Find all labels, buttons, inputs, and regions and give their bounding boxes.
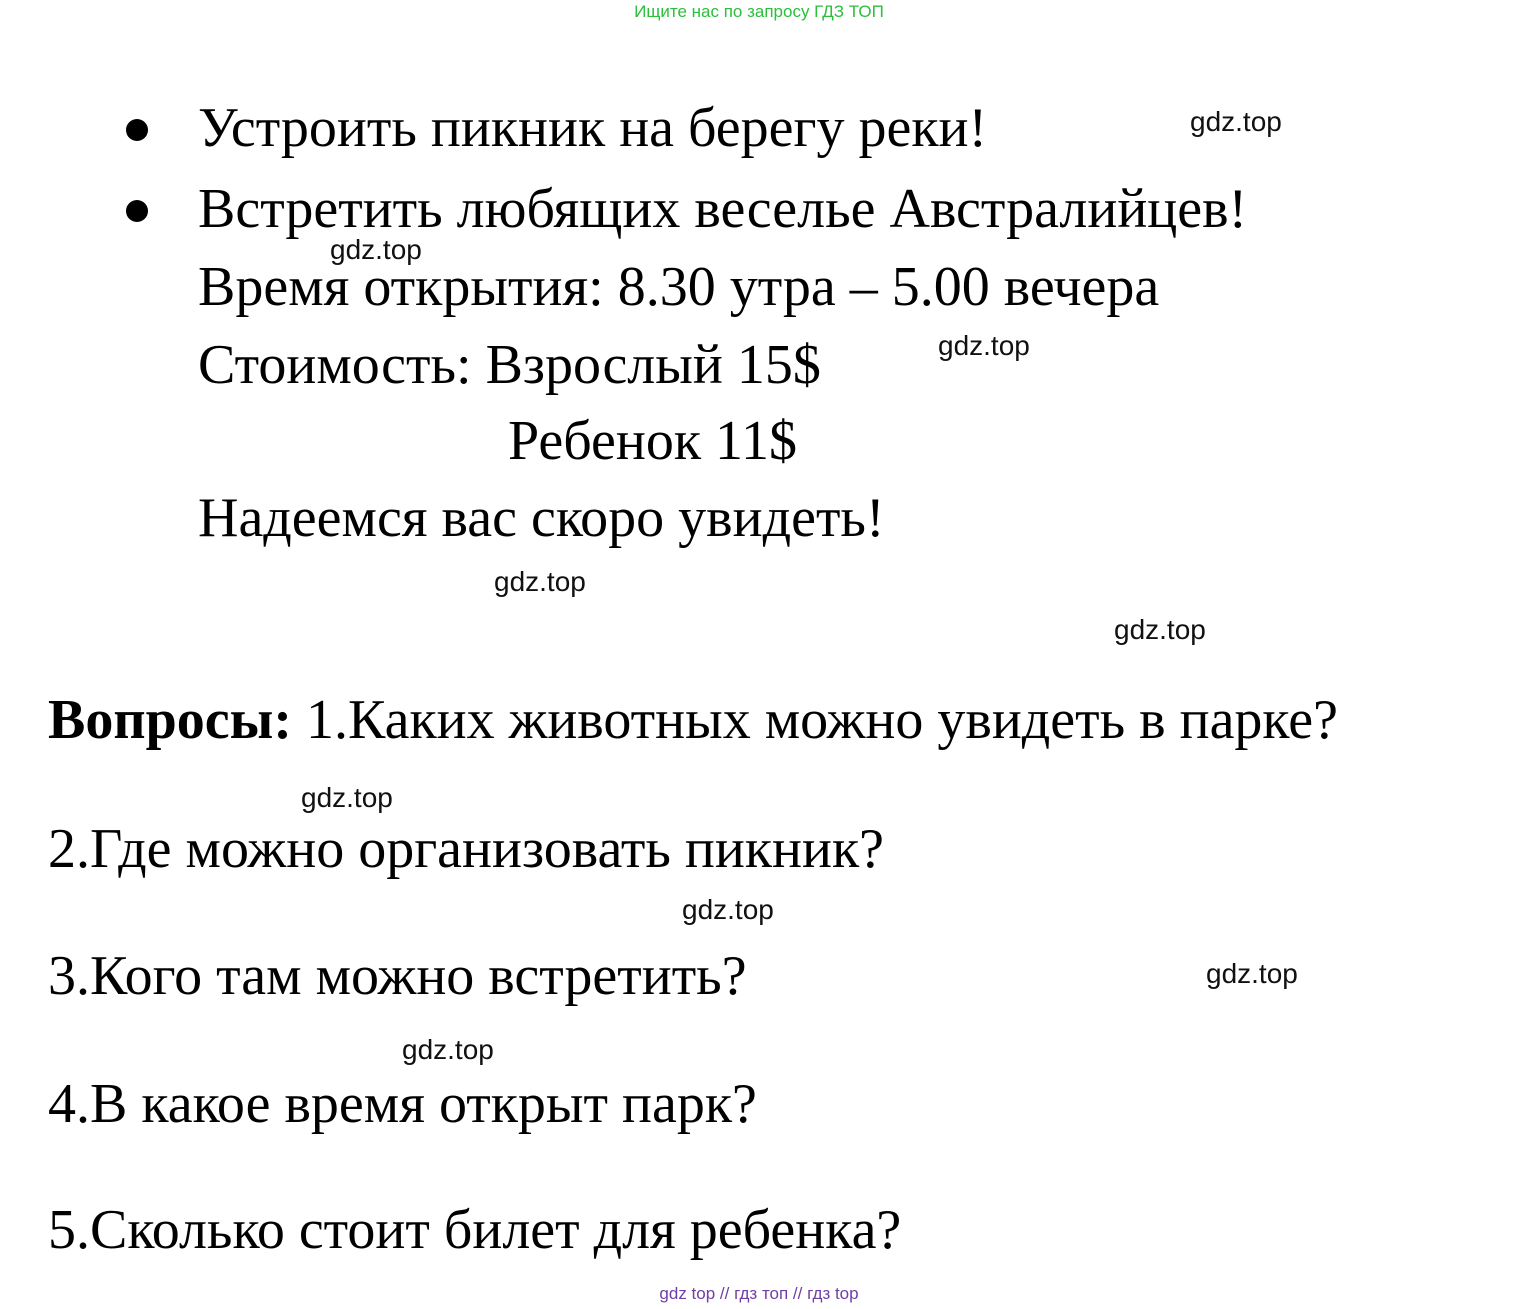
search-hint-banner: Ищите нас по запросу ГДЗ ТОП (634, 2, 884, 21)
closing-line: Надеемся вас скоро увидеть! (198, 487, 885, 549)
bullet-item-meet-australians: Встретить любящих веселье Австралийцев! (198, 178, 1248, 240)
watermark: gdz.top (402, 1034, 494, 1065)
bullet-item-picnic: Устроить пикник на берегу реки! (198, 97, 988, 159)
price-adult: Стоимость: Взрослый 15$ (198, 334, 821, 396)
question-5: 5.Сколько стоит билет для ребенка? (48, 1199, 902, 1261)
question-1: 1.Каких животных можно увидеть в парке? (306, 689, 1338, 751)
watermark: gdz.top (330, 234, 422, 265)
bullet-dot (126, 200, 148, 222)
question-3: 3.Кого там можно встретить? (48, 945, 747, 1007)
watermark: gdz.top (494, 566, 586, 597)
question-2: 2.Где можно организовать пикник? (48, 818, 885, 880)
watermark: gdz.top (682, 894, 774, 925)
opening-hours: Время открытия: 8.30 утра – 5.00 вечера (198, 256, 1160, 318)
watermark: gdz.top (1190, 106, 1282, 137)
question-1-line (48, 689, 1338, 751)
watermark: gdz.top (301, 782, 393, 813)
watermark: gdz.top (1114, 614, 1206, 645)
watermark: gdz.top (938, 330, 1030, 361)
questions-heading: Вопросы: (48, 689, 292, 751)
watermark: gdz.top (1206, 958, 1298, 989)
footer-watermark: gdz top // гдз топ // гдз top (659, 1284, 859, 1303)
question-4: 4.В какое время открыт парк? (48, 1073, 757, 1135)
bullet-dot (126, 119, 148, 141)
price-child: Ребенок 11$ (508, 410, 797, 472)
